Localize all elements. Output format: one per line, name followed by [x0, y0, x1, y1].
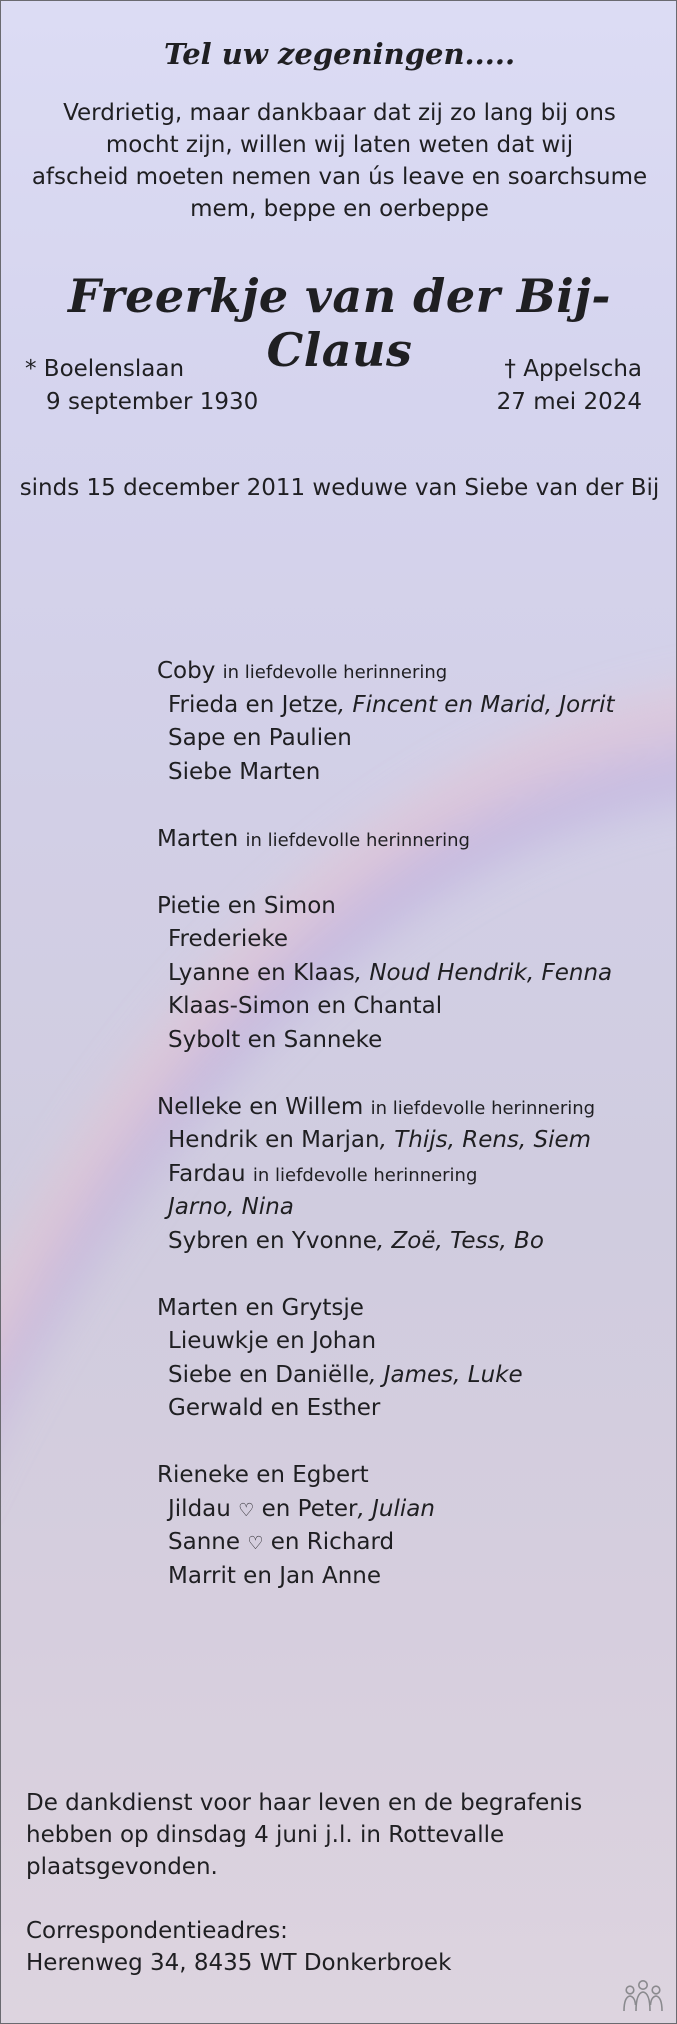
family-line: [157, 756, 615, 790]
family-member: Frieda en Jetze: [168, 691, 338, 718]
family-head-nelleke: [157, 1091, 615, 1125]
family-member: Sape en Paulien: [168, 725, 352, 751]
correspondence-address: Herenweg 34, 8435 WT Donkerbroek: [26, 1950, 452, 1976]
memory-note: in liefdevolle herinnering: [252, 1164, 478, 1186]
family-member: Lieuwkje en Johan: [168, 1328, 377, 1354]
correspondence-label: Correspondentieadres:: [26, 1918, 288, 1944]
closing-text: [26, 1787, 582, 1883]
family-line: [157, 722, 615, 756]
intro-line: afscheid moeten nemen van ús leave en soarchsume: [31, 164, 648, 190]
family-list: [157, 655, 615, 1593]
family-member: Siebe Marten: [168, 758, 321, 785]
family-member: Gerwald en Esther: [168, 1395, 381, 1421]
family-head-coby: [157, 655, 615, 689]
heart-icon: ♡: [247, 1533, 264, 1554]
family-line: [157, 1325, 615, 1359]
family-line: [157, 1392, 615, 1426]
family-member: Lyanne en Klaas: [168, 959, 355, 986]
death-date: 27 mei 2024: [496, 389, 642, 415]
birth-place: * Boelenslaan: [25, 356, 185, 382]
people-group-icon: [621, 1979, 665, 2013]
family-line: [157, 1225, 615, 1259]
memory-note: in liefdevolle herinnering: [370, 1097, 596, 1119]
widow-line: sinds 15 december 2011 weduwe van Siebe van der Bij: [19, 475, 660, 501]
grandchildren: , Thijs, Rens, Siem: [379, 1127, 592, 1153]
family-line: [157, 1024, 615, 1058]
partner-name: en Richard: [263, 1529, 395, 1555]
family-member: Sanne: [168, 1529, 240, 1555]
family-line: [157, 1560, 615, 1594]
family-head-name: Rieneke en Egbert: [157, 1462, 369, 1488]
birth-date: 9 september 1930: [46, 389, 259, 415]
family-line: [157, 1191, 615, 1225]
family-line: [157, 689, 615, 723]
family-member: Klaas-Simon en Chantal: [168, 993, 443, 1019]
deceased-name: Freerkje van der Bij-Claus: [68, 269, 611, 377]
intro-line: Verdrietig, maar dankbaar dat zij zo lang bij ons: [63, 100, 616, 126]
grandchildren: , Noud Hendrik, Fenna: [354, 959, 613, 986]
family-head-name: Marten en Grytsje: [157, 1294, 364, 1321]
grandchildren: , James, Luke: [369, 1361, 523, 1388]
family-head-name: Coby: [157, 658, 216, 684]
grandchildren: , Julian: [357, 1495, 435, 1522]
family-member: Fardau: [168, 1160, 246, 1187]
family-line: [157, 1124, 615, 1158]
family-member: Siebe en Daniëlle: [168, 1361, 370, 1388]
partner-name: en Peter: [254, 1495, 358, 1522]
family-line: [157, 1493, 615, 1527]
family-member: Sybren en Yvonne: [168, 1227, 377, 1254]
intro-text: [1, 97, 677, 225]
closing-line: hebben op dinsdag 4 juni j.l. in Rottevalle: [26, 1822, 505, 1848]
family-head-marten: [157, 823, 615, 857]
death-place: † Appelscha: [504, 356, 642, 382]
heart-icon: ♡: [238, 1499, 255, 1521]
family-line: [157, 1526, 615, 1560]
intro-line: mem, beppe en oerbeppe: [190, 196, 489, 222]
family-head-name: Pietie en Simon: [157, 892, 336, 919]
closing-line: plaatsgevonden.: [26, 1854, 218, 1880]
family-line: [157, 957, 615, 991]
closing-line: De dankdienst voor haar leven en de begrafenis: [26, 1790, 583, 1816]
birth-info: [25, 353, 258, 419]
family-member: Frederieke: [168, 926, 289, 952]
family-head-name: Marten: [157, 825, 239, 852]
family-line: [157, 1158, 615, 1192]
family-member: Sybolt en Sanneke: [168, 1026, 383, 1053]
grandchildren: , Zoë, Tess, Bo: [376, 1227, 544, 1254]
memory-note: in liefdevolle herinnering: [245, 829, 470, 851]
family-member: Jildau: [168, 1495, 231, 1522]
family-head-rieneke: [157, 1459, 615, 1493]
memory-note: in liefdevolle herinnering: [222, 662, 448, 683]
family-member: Marrit en Jan Anne: [168, 1562, 382, 1589]
correspondence-block: [26, 1915, 451, 1979]
family-head-grytsje: [157, 1292, 615, 1326]
heading-quote: Tel uw zegeningen.....: [163, 37, 516, 71]
family-head-name: Nelleke en Willem: [157, 1093, 364, 1120]
family-line: [157, 1359, 615, 1393]
grandchildren: Jarno, Nina: [168, 1194, 294, 1220]
family-line: [157, 923, 615, 957]
family-head-pietie: [157, 890, 615, 924]
family-line: [157, 990, 615, 1024]
intro-line: mocht zijn, willen wij laten weten dat wij: [105, 132, 574, 158]
grandchildren: , Fincent en Marid, Jorrit: [337, 691, 615, 718]
death-info: [497, 353, 642, 419]
family-member: Hendrik en Marjan: [168, 1127, 380, 1153]
